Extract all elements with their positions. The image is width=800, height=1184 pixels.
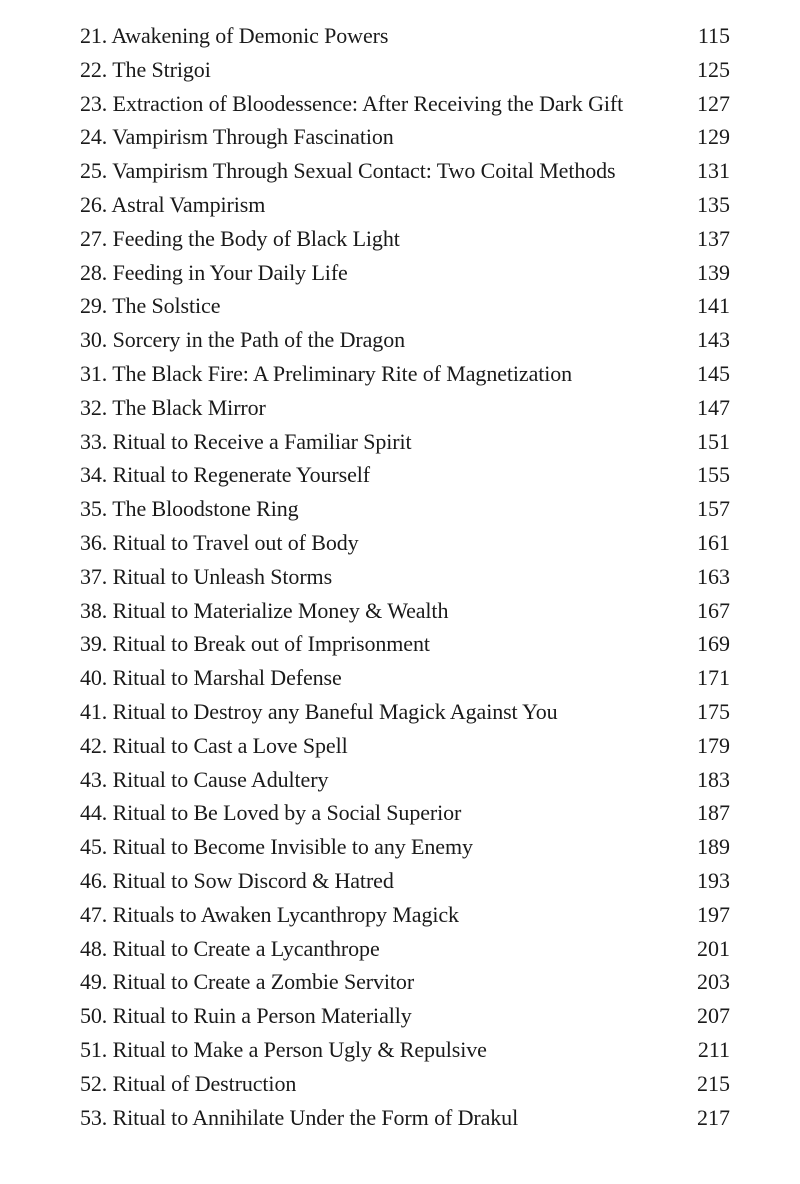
toc-entry-title: 51. Ritual to Make a Person Ugly & Repulsive: [80, 1036, 487, 1062]
toc-entry-title: 22. The Strigoi: [80, 56, 211, 82]
toc-entry-page: 135: [697, 191, 730, 217]
toc-entry: [80, 695, 730, 729]
toc-entry-title: 34. Ritual to Regenerate Yourself: [80, 462, 370, 488]
toc-entry-title: 52. Ritual of Destruction: [80, 1070, 297, 1096]
toc-entry: [80, 864, 730, 898]
toc-entry-title: 42. Ritual to Cast a Love Spell: [80, 732, 348, 758]
toc-entry-title: 30. Sorcery in the Path of the Dragon: [80, 327, 406, 353]
toc-entry: [80, 830, 730, 864]
toc-entry: [80, 932, 730, 966]
toc-entry-page: 155: [697, 462, 730, 488]
table-of-contents: [80, 19, 730, 1134]
toc-entry-page: 143: [697, 327, 730, 353]
toc-entry-title: 27. Feeding the Body of Black Light: [80, 225, 400, 251]
toc-entry-page: 161: [697, 529, 730, 555]
toc-entry-page: 207: [697, 1003, 730, 1029]
toc-entry: [80, 425, 730, 459]
toc-entry-page: 175: [697, 698, 730, 724]
toc-entry-page: 197: [697, 901, 730, 927]
toc-entry: [80, 323, 730, 357]
toc-entry: [80, 87, 730, 121]
toc-entry-page: 115: [697, 23, 730, 48]
toc-entry-page: 201: [697, 935, 730, 961]
toc-entry-page: 211: [697, 1036, 730, 1062]
toc-entry-title: 36. Ritual to Travel out of Body: [80, 529, 359, 555]
toc-entry: [80, 154, 730, 188]
toc-entry: [80, 560, 730, 594]
toc-entry-page: 145: [697, 360, 730, 386]
toc-entry-title: 37. Ritual to Unleash Storms: [80, 563, 333, 589]
toc-entry-page: 139: [697, 259, 730, 285]
toc-entry: [80, 1067, 730, 1101]
toc-entry: [80, 594, 730, 628]
toc-entry-page: 125: [697, 56, 730, 82]
toc-entry: [80, 796, 730, 830]
toc-entry: [80, 661, 730, 695]
toc-entry-title: 53. Ritual to Annihilate Under the Form of Drakul: [80, 1104, 519, 1130]
toc-entry-page: 163: [697, 563, 730, 589]
toc-entry-title: 23. Extraction of Bloodessence: After Receiving the Dark Gift: [80, 90, 624, 116]
toc-entry: [80, 965, 730, 999]
toc-entry: [80, 19, 730, 53]
toc-entry: [80, 763, 730, 797]
toc-entry-page: 137: [697, 225, 730, 251]
toc-entry-title: 46. Ritual to Sow Discord & Hatred: [80, 867, 394, 893]
toc-entry-title: 24. Vampirism Through Fascination: [80, 124, 394, 150]
toc-entry-page: 167: [697, 597, 730, 623]
toc-entry: [80, 188, 730, 222]
toc-entry-page: 187: [697, 800, 730, 826]
toc-entry: [80, 999, 730, 1033]
toc-entry-title: 50. Ritual to Ruin a Person Materially: [80, 1003, 412, 1029]
toc-entry-title: 35. The Bloodstone Ring: [80, 496, 299, 522]
toc-entry-title: 41. Ritual to Destroy any Baneful Magick Against You: [80, 698, 558, 724]
toc-entry: [80, 289, 730, 323]
toc-entry-page: 151: [697, 428, 730, 454]
toc-entry-page: 189: [697, 834, 730, 860]
toc-entry: [80, 256, 730, 290]
toc-entry-title: 48. Ritual to Create a Lycanthrope: [80, 935, 380, 961]
toc-entry: [80, 898, 730, 932]
toc-entry-title: 49. Ritual to Create a Zombie Servitor: [80, 969, 415, 995]
toc-entry-page: 217: [697, 1104, 730, 1130]
toc-entry-page: 131: [697, 158, 730, 184]
toc-entry: [80, 120, 730, 154]
toc-entry-page: 183: [697, 766, 730, 792]
toc-entry: [80, 53, 730, 87]
toc-entry: [80, 1033, 730, 1067]
toc-entry: [80, 357, 730, 391]
toc-entry-title: 45. Ritual to Become Invisible to any Enemy: [80, 834, 473, 860]
toc-entry-title: 31. The Black Fire: A Preliminary Rite of Magnetization: [80, 360, 573, 386]
toc-entry-title: 25. Vampirism Through Sexual Contact: Two Coital Methods: [80, 158, 616, 184]
toc-entry: [80, 526, 730, 560]
toc-entry-page: 193: [697, 867, 730, 893]
toc-entry-title: 29. The Solstice: [80, 293, 221, 319]
toc-entry: [80, 458, 730, 492]
toc-entry-title: 40. Ritual to Marshal Defense: [80, 665, 342, 691]
toc-entry-title: 21. Awakening of Demonic Powers: [80, 23, 389, 48]
toc-entry-page: 147: [697, 394, 730, 420]
toc-entry-page: 179: [697, 732, 730, 758]
toc-entry-title: 32. The Black Mirror: [80, 394, 266, 420]
toc-entry-page: 127: [697, 90, 730, 116]
toc-entry-title: 26. Astral Vampirism: [80, 191, 266, 217]
toc-entry-title: 38. Ritual to Materialize Money & Wealth: [80, 597, 449, 623]
toc-entry-page: 141: [697, 293, 730, 319]
toc-entry-page: 203: [697, 969, 730, 995]
toc-entry: [80, 492, 730, 526]
toc-entry-title: 47. Rituals to Awaken Lycanthropy Magick: [80, 901, 459, 927]
toc-entry: [80, 222, 730, 256]
toc-entry: [80, 729, 730, 763]
toc-entry-page: 129: [697, 124, 730, 150]
toc-entry-page: 215: [697, 1070, 730, 1096]
toc-entry-title: 33. Ritual to Receive a Familiar Spirit: [80, 428, 412, 454]
toc-entry: [80, 627, 730, 661]
toc-entry-title: 44. Ritual to Be Loved by a Social Superior: [80, 800, 462, 826]
toc-entry-page: 171: [697, 665, 730, 691]
toc-entry-title: 43. Ritual to Cause Adultery: [80, 766, 329, 792]
toc-entry: [80, 1101, 730, 1135]
toc-entry-title: 39. Ritual to Break out of Imprisonment: [80, 631, 430, 657]
toc-entry: [80, 391, 730, 425]
toc-entry-page: 169: [697, 631, 730, 657]
toc-entry-title: 28. Feeding in Your Daily Life: [80, 259, 348, 285]
toc-entry-page: 157: [697, 496, 730, 522]
